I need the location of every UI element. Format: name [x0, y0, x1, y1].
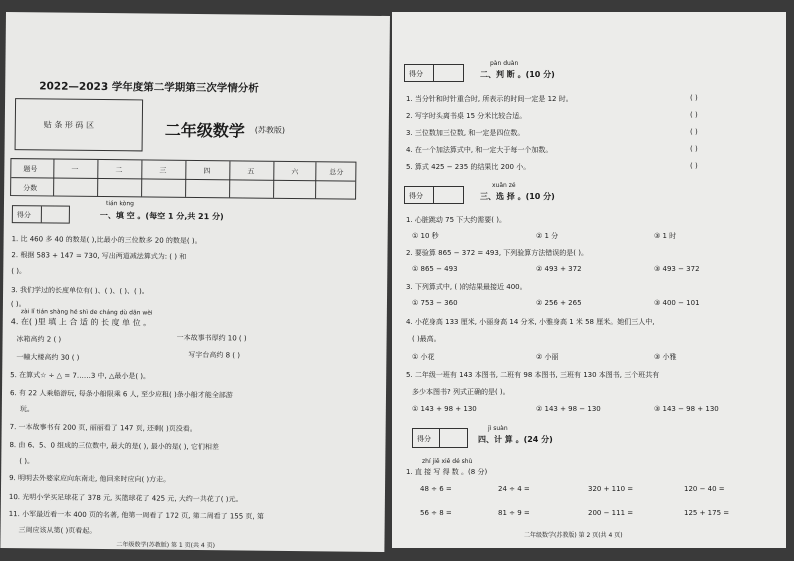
score-table-row-label: 分数 [23, 184, 38, 193]
tf-answer-4[interactable]: ( ) [690, 145, 698, 153]
calc-2-2: 81 ÷ 9 = [498, 509, 530, 517]
q1-3-cont: ( )。 [10, 300, 26, 309]
mc-q5-opt-2: ② 143 + 98 − 130 [536, 405, 601, 413]
section3-pinyin: xuǎn zé [492, 182, 516, 189]
mc-q2-opt-2: ② 493 + 372 [536, 265, 582, 273]
exam-page-1 [0, 12, 390, 552]
section4-score-box [412, 428, 468, 448]
q1-8-cont: ( )。 [19, 457, 35, 466]
section3-score-box [404, 186, 464, 204]
mc-q1-opt-1: ① 10 秒 [412, 232, 439, 240]
mc-q1-opt-2: ② 1 分 [536, 232, 559, 240]
section2-score-box [404, 64, 464, 82]
tf-item-1: 1. 当分针和时针重合时, 所表示的时间一定是 12 时。 [406, 95, 573, 103]
q1-3: 3. 我们学过的长度单位有( )、( )、( )、( )。 [11, 286, 149, 296]
q1-4-item-1: 冰箱高约 2 ( ) [16, 335, 62, 344]
mc-q2: 2. 要验算 865 − 372 = 493, 下列验算方法错误的是( )。 [406, 249, 588, 257]
tf-answer-2[interactable]: ( ) [690, 111, 698, 119]
q1-2: 2. 根据 583 + 147 = 730, 写出两道减法算式为: ( ) 和 [11, 251, 187, 261]
mc-q3-opt-3: ③ 400 − 101 [654, 299, 700, 307]
mc-q1-opt-3: ③ 1 时 [654, 232, 677, 240]
mc-q3: 3. 下列算式中, ( )的结果最接近 400。 [406, 283, 527, 291]
score-table-header-1: 一 [71, 165, 79, 174]
tf-answer-1[interactable]: ( ) [690, 94, 698, 102]
q1-9: 9. 明明去外婆家应向东南走, 他回来时应向( )方走。 [9, 474, 171, 484]
edition-label: (苏教版) [254, 125, 286, 135]
tf-item-3: 3. 三位数加三位数, 和一定是四位数。 [406, 129, 525, 137]
mc-q2-opt-1: ① 865 − 493 [412, 265, 458, 273]
q1-8: 8. 由 6、5、0 组成的三位数中, 最大的是( ), 最小的是( ), 它们相差 [9, 441, 219, 452]
page-2-footer: 二年级数学(苏教版) 第 2 页(共 4 页) [524, 532, 623, 539]
score-table-header-0: 题号 [23, 165, 38, 174]
mc-q4-opt-1: ① 小花 [412, 353, 435, 361]
mc-q4-opt-3: ③ 小雅 [654, 353, 677, 361]
mc-q4-cont: ( )最高。 [412, 335, 441, 343]
q1-10: 10. 光明小学买足球花了 378 元, 买篮球花了 425 元, 大约一共花了( )元。 [8, 493, 243, 504]
mc-q4: 4. 小花身高 133 厘米, 小丽身高 14 分米, 小雅身高 1 米 58 厘米。她们三人中, [406, 318, 655, 326]
q1-4: 4. 在( )里 填 上 合 适 的 长 度 单 位 。 [10, 317, 152, 328]
mc-q5: 5. 二年级一班有 143 本图书, 二班有 98 本图书, 三班有 130 本图书, 三个班共有 [406, 371, 660, 379]
mc-q5-opt-1: ① 143 + 98 + 130 [412, 405, 477, 413]
section2-pinyin: pàn duàn [490, 60, 519, 67]
section1-score-label: 得分 [16, 211, 31, 220]
score-table-header-4: 四 [203, 167, 211, 176]
exam-title: 2022—2023 学年度第二学期第三次学情分析 [39, 80, 259, 95]
calc-1-1: 48 ÷ 6 = [420, 485, 452, 493]
score-table [10, 158, 356, 200]
tf-answer-5[interactable]: ( ) [690, 162, 698, 170]
calc-2-4: 125 + 175 = [684, 509, 730, 517]
section4-title: 四、计 算 。(24 分) [478, 435, 553, 444]
score-table-header-3: 三 [159, 166, 167, 175]
mc-q1: 1. 心脏跳动 75 下大约需要( )。 [406, 216, 506, 224]
q1-4-item-2: 一本故事书厚约 10 ( ) [176, 333, 247, 343]
section3-title: 三、选 择 。(10 分) [480, 192, 555, 201]
section4-score-label: 得分 [417, 435, 431, 443]
calc-1-4: 120 − 40 = [684, 485, 725, 493]
tf-item-5: 5. 算式 425 − 235 的结果比 200 小。 [406, 163, 531, 171]
barcode-label: 贴 条 形 码 区 [43, 120, 95, 130]
section1-score-box [12, 205, 70, 224]
calc-1-2: 24 ÷ 4 = [498, 485, 530, 493]
score-table-header-2: 二 [115, 166, 123, 175]
q1-6: 6. 有 22 人乘船游玩, 每条小船限乘 6 人, 至少应租( )条小船才能全部游 [9, 389, 233, 400]
score-table-header-6: 六 [291, 167, 299, 177]
q1-5: 5. 在算式☆ ÷ △ = 7……3 中, △最小是( )。 [10, 371, 151, 381]
q1-11: 11. 小军最近看一本 400 页的名著, 他第一周看了 172 页, 第二周看了 155 页, 第 [8, 510, 264, 521]
q1-2-cont: ( )。 [11, 267, 27, 276]
q1-1: 1. 比 460 多 40 的数是( ),比最小的三位数多 20 的数是( )。 [11, 235, 202, 246]
score-table-header-5: 五 [247, 167, 255, 176]
barcode-area [15, 98, 144, 151]
mc-q5-cont: 多少本图书? 列式正确的是( )。 [412, 388, 510, 396]
section4-pinyin: jì suàn [488, 425, 508, 432]
q1-4-item-3: 一幢大楼高约 30 ( ) [16, 353, 80, 362]
tf-item-2: 2. 写字时头离书桌 15 分米比较合适。 [406, 112, 527, 120]
q1-7: 7. 一本故事书有 200 页, 丽丽看了 147 页, 还剩( )页没看。 [9, 423, 197, 434]
subject-title: 二年级数学 [164, 120, 245, 141]
tf-answer-3[interactable]: ( ) [690, 128, 698, 136]
mc-q3-opt-1: ① 753 − 360 [412, 299, 458, 307]
q1-4-item-4: 写字台高约 8 ( ) [188, 350, 241, 360]
mc-q2-opt-3: ③ 493 − 372 [654, 265, 700, 273]
section4-sub-pinyin: zhí jiē xiě dé shù [422, 458, 473, 465]
q1-11-cont: 三周应该从第( )页看起。 [18, 526, 97, 535]
section2-score-label: 得分 [409, 70, 423, 78]
section1-title: 一、填 空 。(每空 1 分,共 21 分) [99, 210, 224, 222]
mc-q4-opt-2: ② 小丽 [536, 353, 559, 361]
mc-q3-opt-2: ② 256 + 265 [536, 299, 582, 307]
score-table-header-7: 总分 [329, 168, 344, 177]
calc-2-1: 56 ÷ 8 = [420, 509, 452, 517]
q1-4-pinyin: zài lǐ tián shàng hé shì de cháng dù dān wèi [20, 308, 153, 317]
section2-title: 二、判 断 。(10 分) [480, 70, 555, 79]
calc-2-3: 200 − 111 = [588, 509, 634, 517]
section3-score-label: 得分 [409, 192, 423, 200]
exam-page-2 [392, 12, 786, 548]
q1-6-cont: 玩。 [19, 405, 34, 414]
page-1-footer: 二年级数学(苏教版) 第 1 页(共 4 页) [116, 541, 216, 550]
section4-sub-title: 1. 直 接 写 得 数 。(8 分) [406, 468, 488, 476]
mc-q5-opt-3: ③ 143 − 98 + 130 [654, 405, 719, 413]
calc-1-3: 320 + 110 = [588, 485, 634, 493]
section1-pinyin: tián kòng [105, 200, 134, 208]
tf-item-4: 4. 在一个加法算式中, 和一定大于每一个加数。 [406, 146, 553, 154]
